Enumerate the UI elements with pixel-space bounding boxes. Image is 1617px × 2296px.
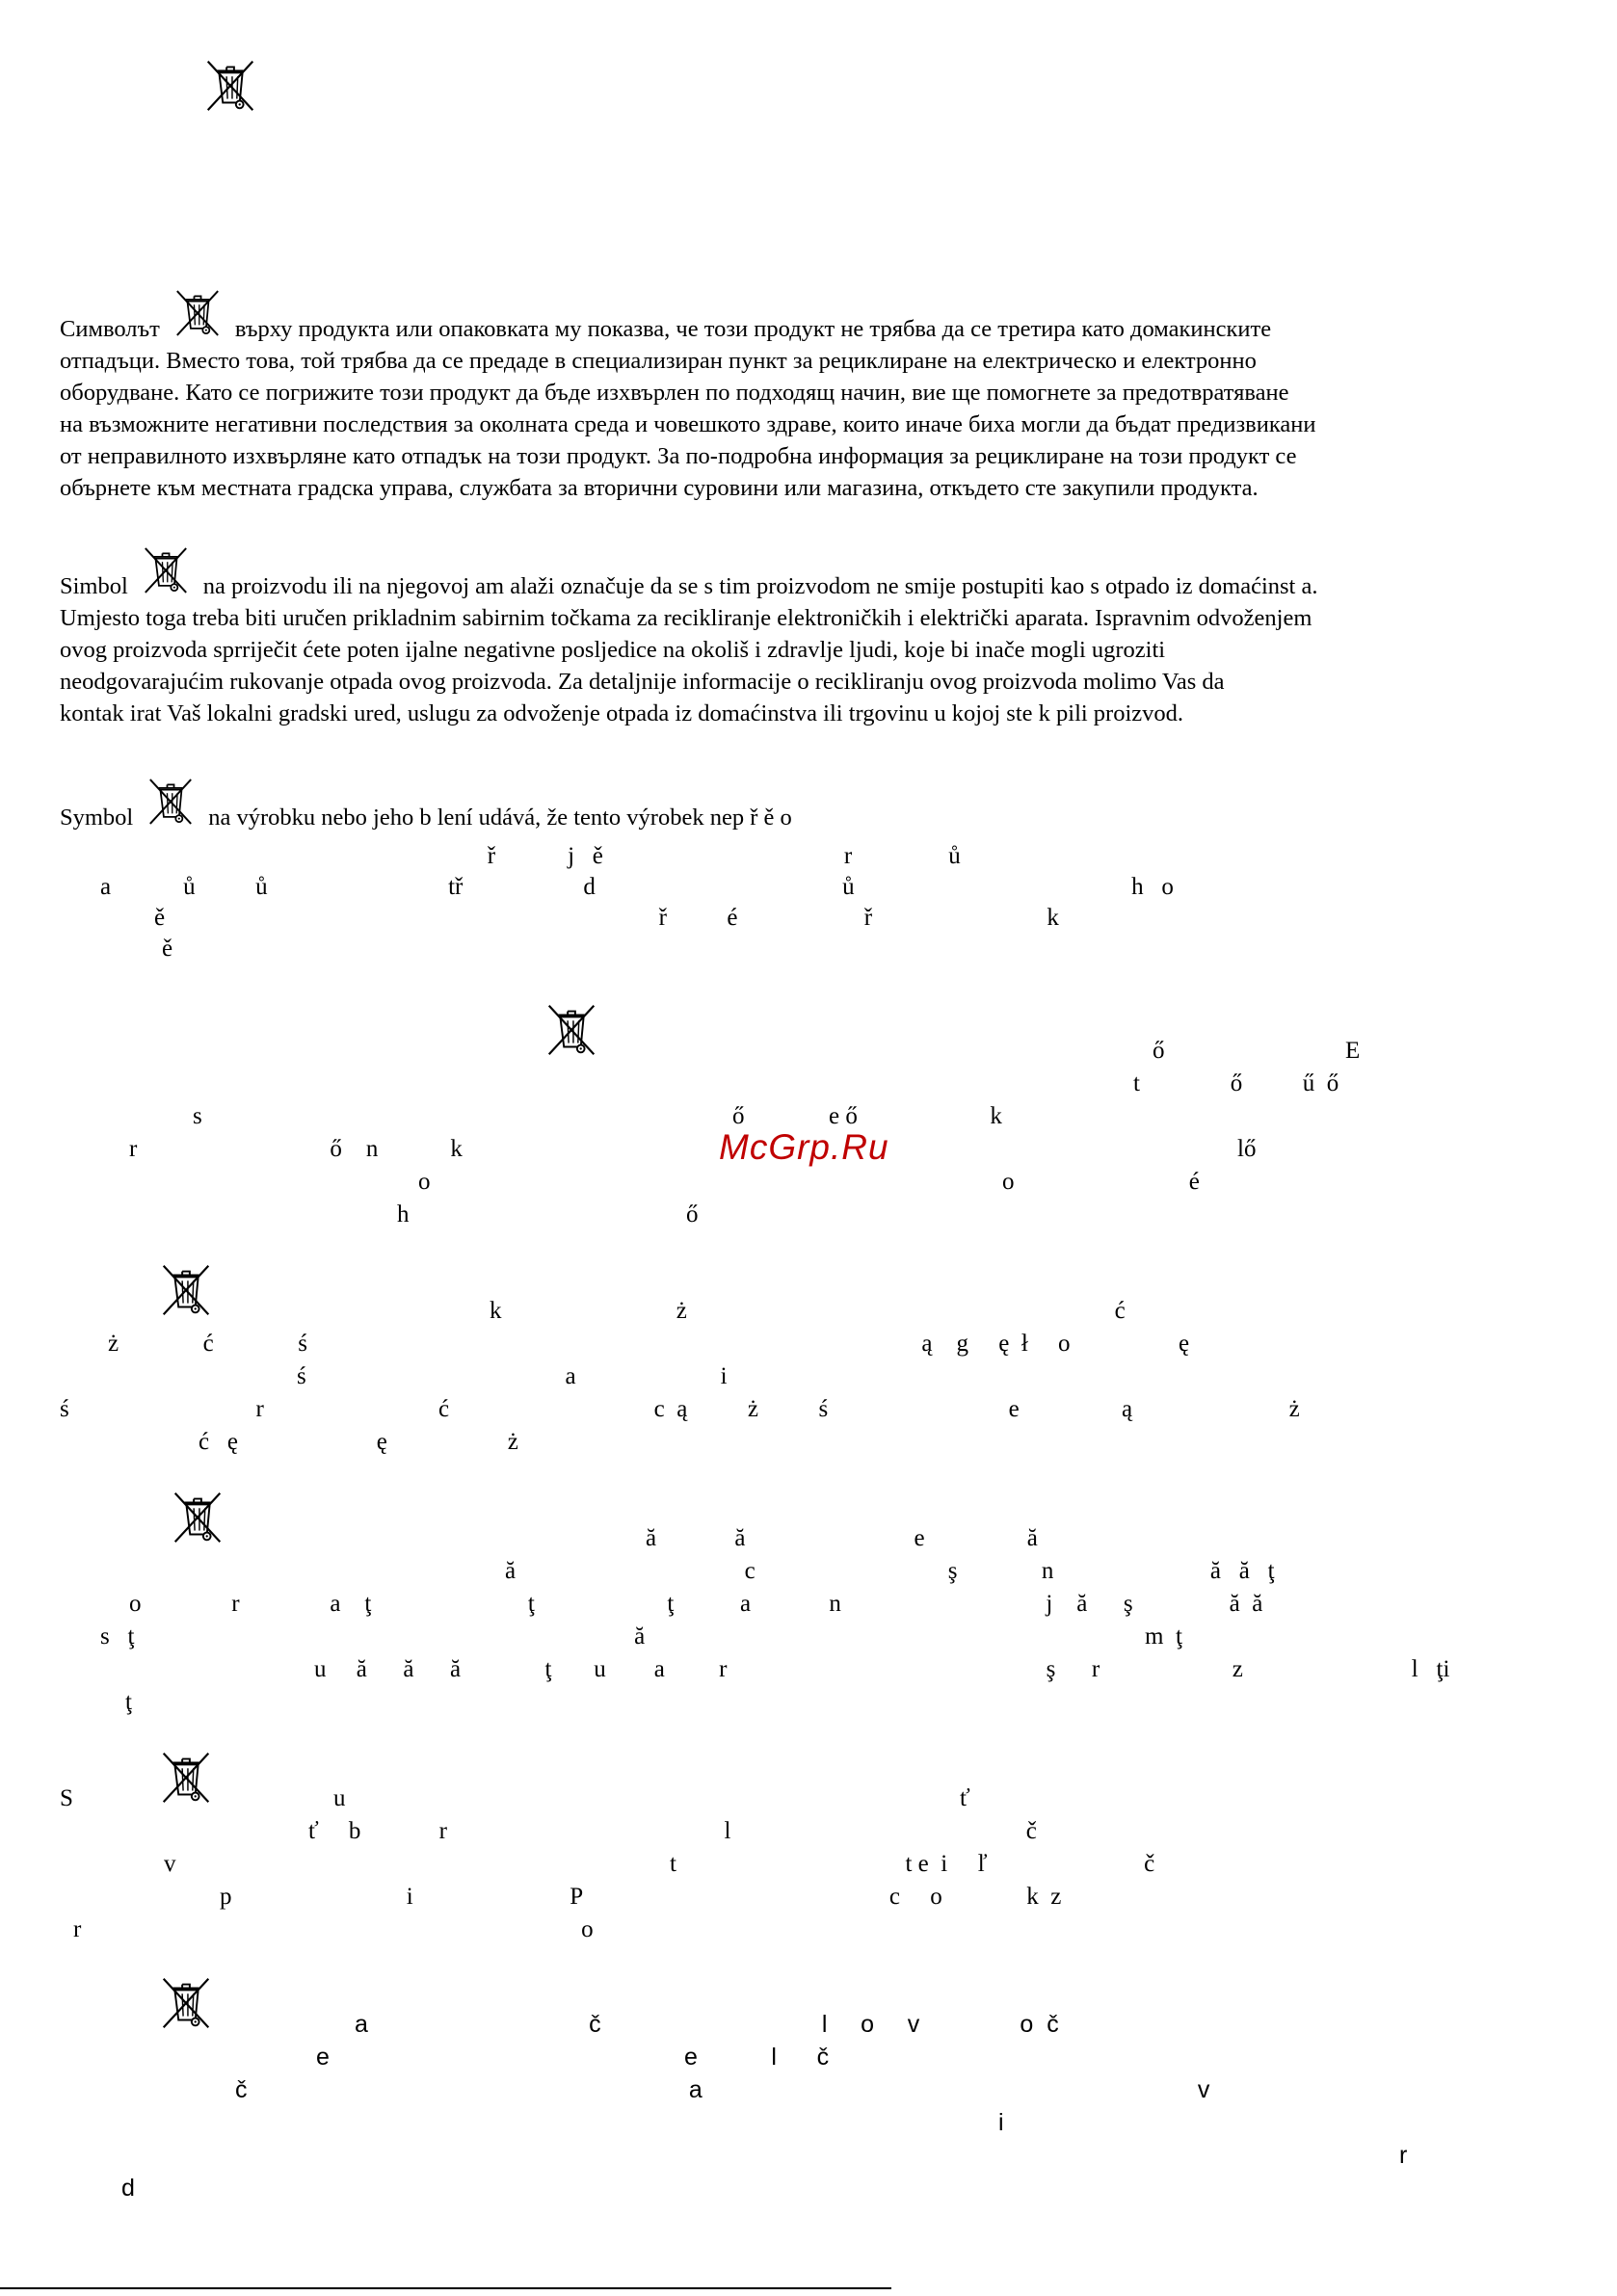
symbol-label: Simbol [60,573,128,599]
text-fragment: v t t e i ľ č [164,1851,1155,1877]
paragraph-croatian [60,541,1582,729]
text-fragment: ż ć ś ą g ę ł o ę [108,1331,1190,1357]
crossed-out-wheelie-bin-icon [540,998,603,1062]
text-fragment: č a v [235,2076,1210,2103]
text-fragment: ő [686,1201,699,1227]
text-fragment: a č l o v o č [355,2011,1059,2038]
text-fragment: ě ř é ř k [154,905,1059,931]
text-fragment: s ţ ă m ţ [100,1623,1182,1649]
crossed-out-wheelie-bin-icon [154,1971,218,2035]
text-line: обърнете към местната градска управа, службата за вторични суровини или магазина, откъдето сте закупили продукта. [60,475,1259,501]
paragraph-bulgarian [60,284,1582,504]
text-line: от неправилното изхвърляне като отпадък на този продукт. За по-подробна информация за рециклиране на този продукт се [60,443,1297,469]
text-fragment: r o [73,1916,594,1942]
text-fragment: d [121,2175,135,2202]
text-fragment: ś a i [297,1363,728,1389]
text-fragment: ő e ő k [732,1103,1002,1129]
text-fragment: u ť [333,1785,970,1811]
text-fragment: r ő n k [129,1136,463,1162]
text-fragment: r [1399,2142,1408,2169]
text-fragment: ě [162,936,173,962]
symbol-label: Symbol [60,805,134,831]
paragraph-czech [60,773,1582,833]
text-fragment: p i P c o k z [220,1884,1062,1910]
crossed-out-wheelie-bin-icon [154,1746,218,1809]
text-line: на възможните негативни последствия за околната среда и човешкото здраве, които иначе биха могли да бъдат предизвикани [60,411,1316,437]
text-fragment: e e l č [316,2044,830,2071]
text-line: Umjesto toga treba biti uručen prikladnim sabirnim točkama za recikliranje elektroničkih i električki aparata. Ispravnim odvoženjem [60,605,1312,631]
text-fragment: ř j ě r ů [60,843,961,869]
crossed-out-wheelie-bin-icon [199,54,262,118]
text-fragment: i [998,2109,1004,2136]
crossed-out-wheelie-bin-icon [166,1486,229,1549]
text-fragment: u ă ă ă ţ u a r ş r z l ţi [314,1656,1450,1682]
text-fragment: lő [1237,1136,1257,1162]
watermark: McGrp.Ru [719,1127,889,1167]
text-fragment: ă c ş n ă ă ţ [505,1558,1275,1584]
text-fragment: ă ă e ă [646,1525,1038,1551]
text-fragment: o [418,1169,431,1195]
text-line: neodgovarajućim rukovanje otpada ovog proizvoda. Za detaljnije informacije o recikliranju ovog proizvoda molimo Vas da [60,669,1225,695]
text-fragment: ţ [125,1689,132,1715]
crossed-out-wheelie-bin-icon [166,284,229,342]
text-fragment: o é [1002,1169,1200,1195]
text-line: na výrobku nebo jeho b lení udává, že tento výrobek nep ř ě o [208,805,792,831]
text-fragment: S [60,1785,73,1811]
footer-divider [0,2287,891,2289]
text-fragment: ő E [1153,1038,1361,1064]
text-fragment: h [397,1201,410,1227]
text-line: kontak irat Vaš lokalni gradski ured, uslugu za odvoženje otpada iz domaćinstva ili trgovinu u kojoj ste k pili proizvod. [60,700,1184,726]
text-fragment: s [193,1103,202,1129]
text-line: въpху продукта или опаковката му показва, че този продукт не трябва да се третира като домакинските [234,316,1272,342]
text-line: отпадъци. Вместо това, той трябва да се предаде в специализиран пункт за рециклиране на електрическо и електронно [60,348,1257,374]
text-line: оборудване. Като се погрижите този продукт да бъде изхвърлен по подходящ начин, вие ще помогнете за предотвратяване [60,380,1289,406]
text-fragment: ś r ć c ą ż ś e ą ż [60,1396,1300,1422]
text-fragment: k ż ć [490,1298,1126,1324]
text-fragment: ć ę ę ż [199,1429,518,1455]
text-fragment: t ő ű ő [1133,1070,1339,1096]
crossed-out-wheelie-bin-icon [154,1258,218,1322]
text-line: ovog proizvoda sprriječit ćete poten ijalne negativne posljedice na okoliš i zdravlje ljudi, koje bi inače mogli ugroziti [60,637,1166,663]
text-fragment: ť b r l č [308,1818,1037,1844]
text-fragment: a ů ů tř d ů h o [100,874,1174,900]
crossed-out-wheelie-bin-icon [134,541,198,599]
crossed-out-wheelie-bin-icon [139,773,202,831]
symbol-label: Символът [60,316,160,342]
text-fragment: o r a ţ ţ ţ a n j ă ş ă ă [129,1591,1263,1617]
text-line: na proizvodu ili na njegovoj am alaži označuje da se s tim proizvodom ne smije postupiti kao s otpado iz domaćinst a. [202,573,1318,599]
